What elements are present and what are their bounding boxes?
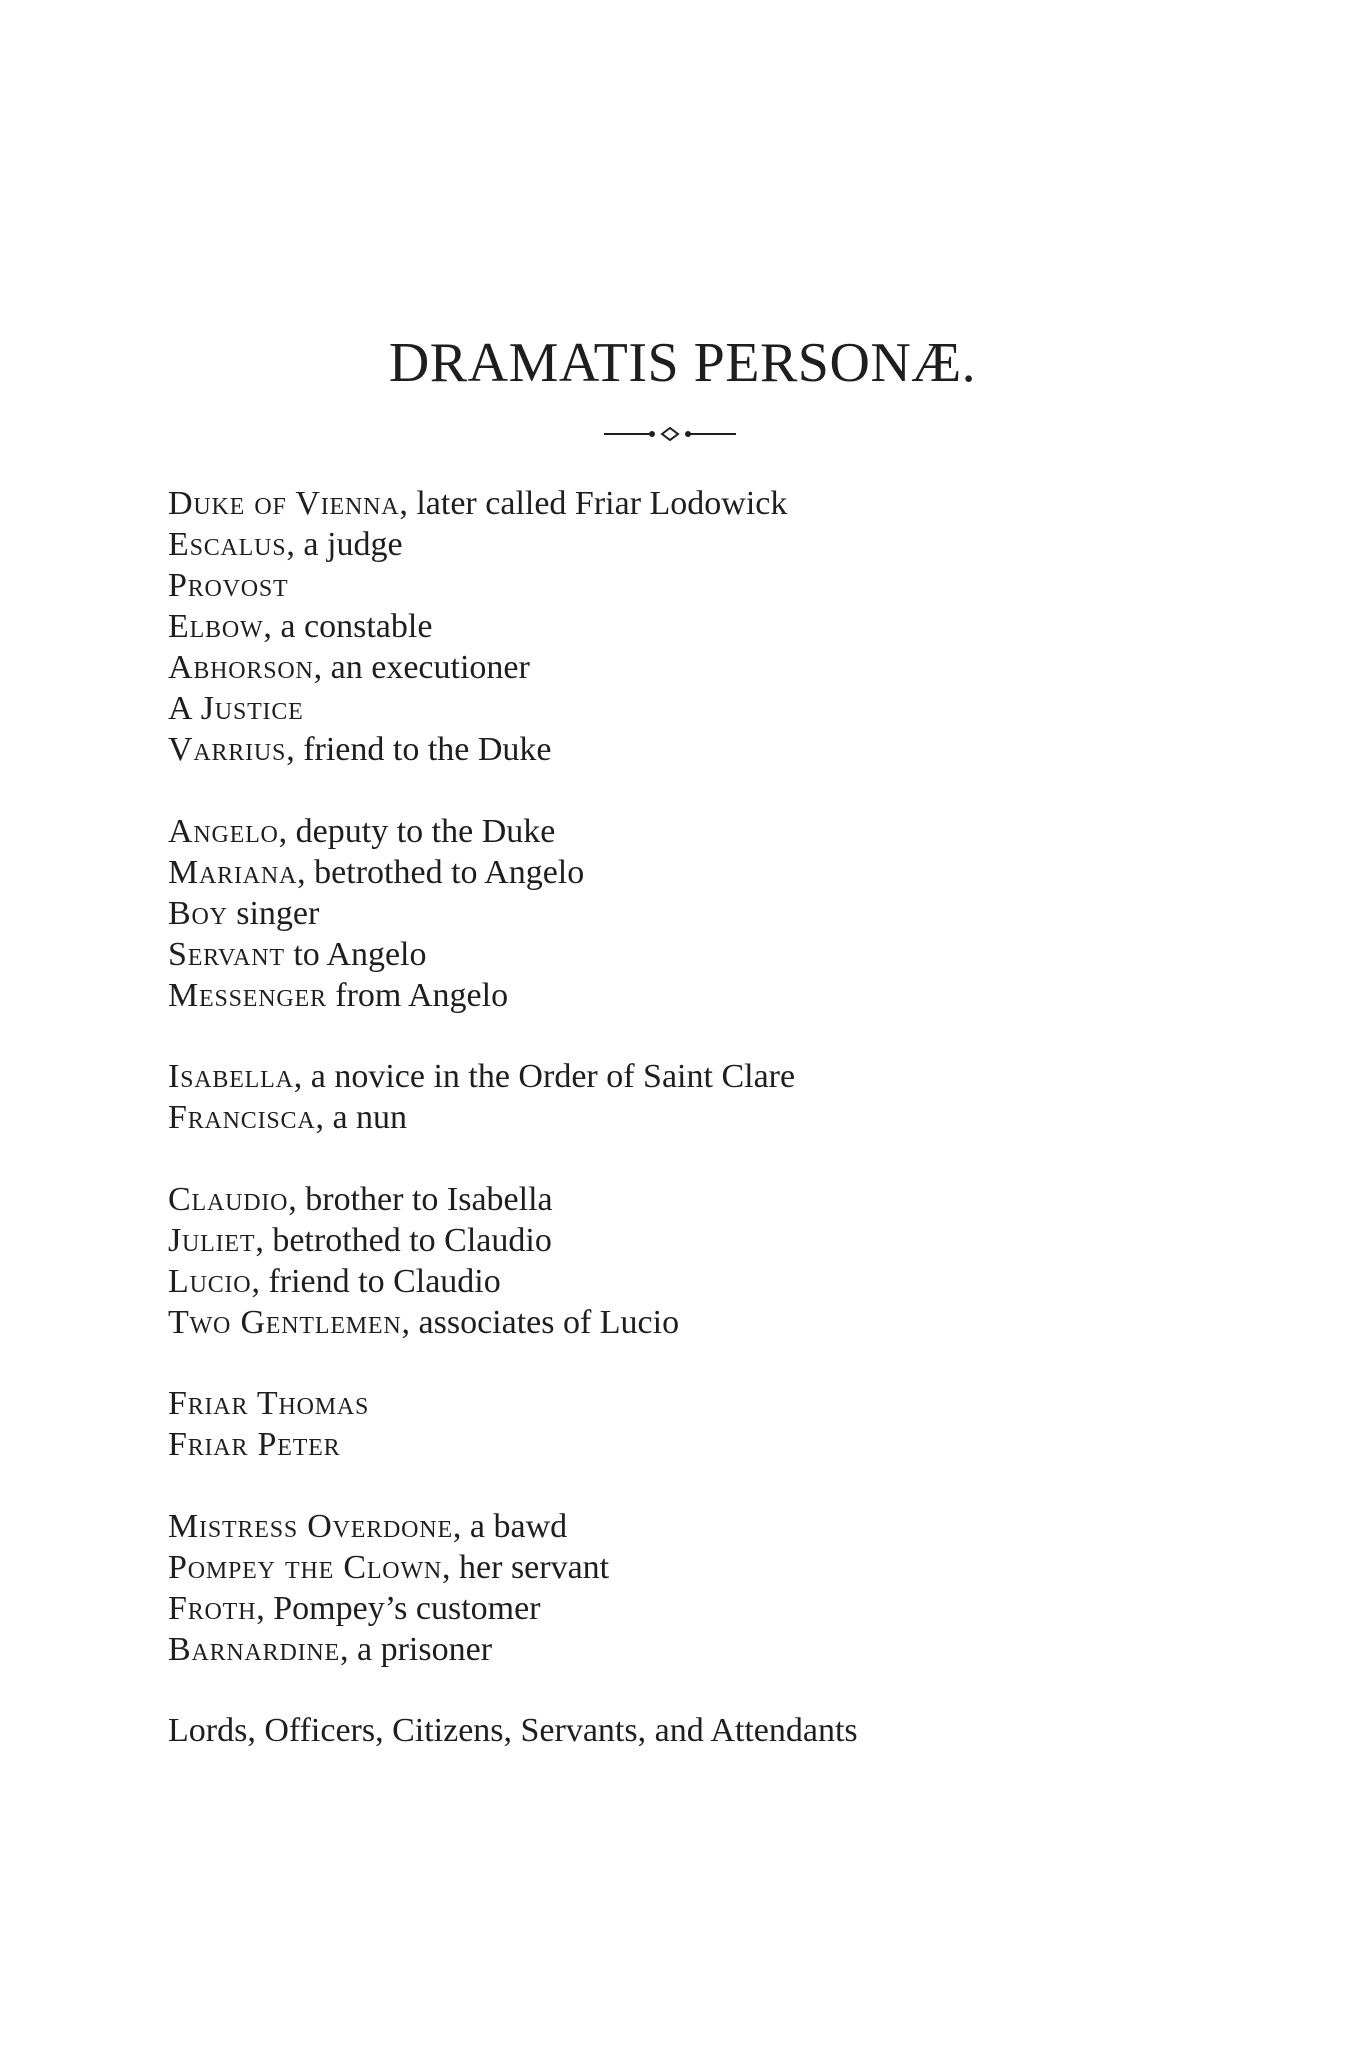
character-name: Lucio <box>168 1262 252 1300</box>
character-name: Escalus <box>168 526 287 563</box>
character-name: Mariana <box>168 853 298 891</box>
character-name: Francisca <box>168 1099 316 1136</box>
cast-group <box>168 1179 1268 1343</box>
cast-list <box>168 483 1268 1792</box>
character-description: , a constable <box>263 608 433 645</box>
cast-entry <box>168 852 1268 893</box>
character-description: , deputy to the Duke <box>278 812 556 850</box>
page-title: DRAMATIS PERSONÆ. <box>388 332 977 394</box>
character-description: , betrothed to Claudio <box>255 1221 552 1259</box>
character-description: , betrothed to Angelo <box>297 853 585 891</box>
cast-entry <box>168 1179 1268 1220</box>
character-name: Claudio <box>168 1180 289 1218</box>
cast-entry <box>168 1629 1268 1670</box>
cast-entry <box>168 1097 1268 1138</box>
cast-entry <box>168 934 1268 975</box>
character-name: Angelo <box>168 812 279 850</box>
cast-group <box>168 811 1268 1016</box>
character-name: Mistress Overdone <box>168 1507 453 1545</box>
character-description: , Pompey’s customer <box>256 1589 541 1627</box>
cast-group <box>168 1056 1268 1138</box>
cast-group <box>168 1710 1268 1751</box>
character-name: Barnardine <box>168 1630 341 1668</box>
character-name: Friar Peter <box>168 1426 341 1463</box>
ornament-divider-icon <box>604 425 736 443</box>
character-description: Lords, Officers, Citizens, Servants, and Attendants <box>168 1712 858 1749</box>
cast-entry <box>168 1220 1268 1261</box>
character-description: , a novice in the Order of Saint Clare <box>293 1058 796 1095</box>
character-description: singer <box>227 894 320 932</box>
cast-entry <box>168 1547 1268 1588</box>
character-name: Boy <box>168 894 228 932</box>
character-description: , later called Friar Lodowick <box>399 485 788 522</box>
cast-entry <box>168 606 1268 647</box>
character-description: , a bawd <box>452 1507 568 1545</box>
character-name: Friar Thomas <box>168 1385 370 1422</box>
cast-entry <box>168 1302 1268 1343</box>
cast-group <box>168 1506 1268 1670</box>
cast-entry <box>168 1506 1268 1547</box>
character-name: Elbow <box>168 608 264 645</box>
cast-entry <box>168 1710 1268 1751</box>
cast-entry <box>168 893 1268 934</box>
character-name: Provost <box>168 567 289 604</box>
cast-entry <box>168 483 1268 524</box>
cast-entry <box>168 688 1268 729</box>
cast-entry <box>168 524 1268 565</box>
character-description: , brother to Isabella <box>288 1180 553 1218</box>
cast-group <box>168 1383 1268 1465</box>
cast-entry <box>168 1424 1268 1465</box>
cast-entry <box>168 1383 1268 1424</box>
character-description: to Angelo <box>284 935 427 973</box>
character-description: , her servant <box>442 1548 610 1586</box>
character-description: , friend to the Duke <box>286 731 552 768</box>
character-name: Froth <box>168 1589 257 1627</box>
character-name: Messenger <box>168 976 327 1014</box>
character-description: , a prisoner <box>340 1630 493 1668</box>
character-description: , a judge <box>286 526 403 563</box>
character-name: Juliet <box>168 1221 256 1259</box>
cast-entry <box>168 565 1268 606</box>
character-name: Abhorson <box>168 649 314 686</box>
cast-entry <box>168 1261 1268 1302</box>
character-name: A Justice <box>168 690 304 727</box>
cast-entry <box>168 975 1268 1016</box>
cast-entry <box>168 647 1268 688</box>
character-description: , friend to Claudio <box>251 1262 501 1300</box>
cast-entry <box>168 811 1268 852</box>
cast-group <box>168 483 1268 770</box>
character-name: Varrius <box>168 731 287 768</box>
cast-entry <box>168 1588 1268 1629</box>
character-description: , associates of Lucio <box>401 1303 680 1341</box>
character-name: Servant <box>168 935 285 973</box>
character-description: from Angelo <box>326 976 509 1014</box>
cast-entry <box>168 729 1268 770</box>
character-name: Pompey the Clown <box>168 1548 443 1586</box>
cast-entry <box>168 1056 1268 1097</box>
character-description: , an executioner <box>313 649 530 686</box>
character-description: , a nun <box>315 1099 408 1136</box>
character-name: Two Gentlemen <box>168 1303 402 1341</box>
character-name: Duke of Vienna <box>168 485 400 522</box>
character-name: Isabella <box>168 1058 294 1095</box>
